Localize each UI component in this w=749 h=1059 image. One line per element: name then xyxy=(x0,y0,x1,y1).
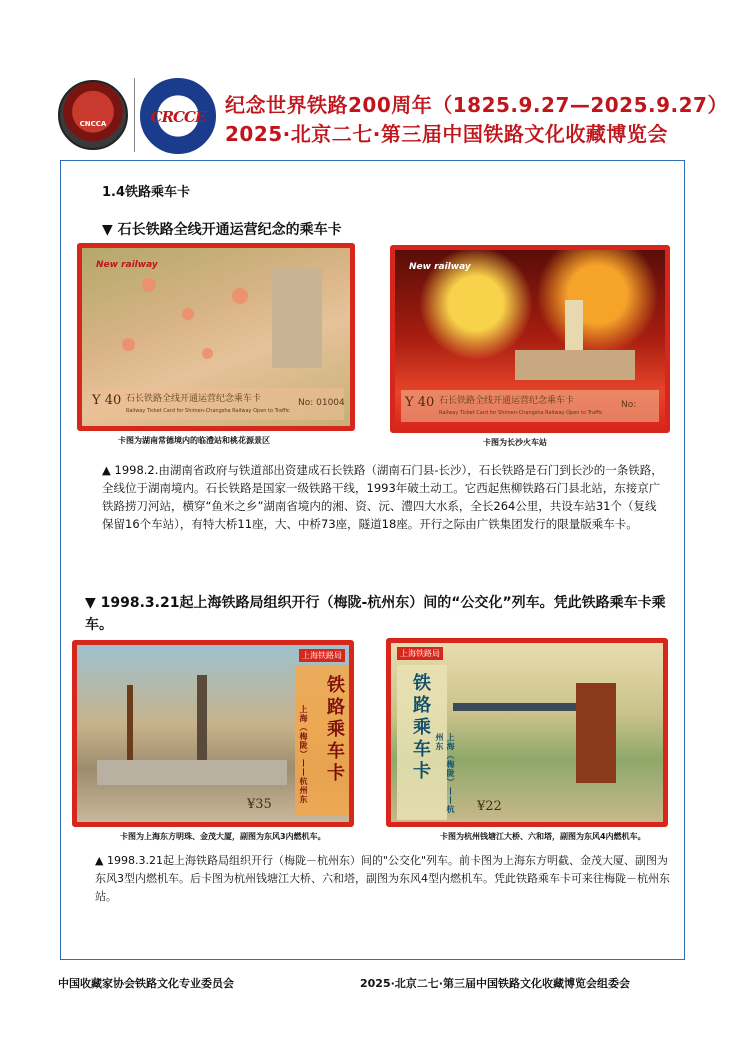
header xyxy=(0,0,749,155)
ticket-card-changsha-station xyxy=(390,245,670,433)
card-vertical-title: 铁路乘车卡 xyxy=(324,675,345,785)
card-banner: 上海铁路局 xyxy=(299,649,345,662)
pagoda-icon xyxy=(576,683,616,783)
card-banner: 上海铁路局 xyxy=(397,647,443,660)
blossom-icon xyxy=(182,308,194,320)
card-brand: New railway xyxy=(409,262,471,272)
card-price: Y 40 xyxy=(405,395,435,410)
subtitle-shanghai: ▼ 1998.3.21起上海铁路局组织开行（梅陇-杭州东）间的“公交化”列车。凭此铁路乘车卡乘车。 xyxy=(85,595,666,633)
blossom-icon xyxy=(232,288,248,304)
card-number: No: 01004 xyxy=(298,398,345,408)
logo-divider xyxy=(134,78,135,152)
card-title: 石长铁路全线开通运营纪念乘车卡 xyxy=(439,396,575,406)
paragraph-shanghai: ▲ 1998.3.21起上海铁路局组织开行（梅陇－杭州东）间的"公交化"列车。前卡图为上海东方明截、金茂大厦、副图为东风3型内燃机车。后卡图为杭州钱塘江大桥、六和塔，副图为东风4型内燃机车。凭此铁路乘车卡可来往梅陇－杭州东站。 xyxy=(95,854,670,903)
jinmao-tower-icon xyxy=(197,675,207,765)
card-brand: New railway xyxy=(96,260,158,270)
image-caption-a: 卡图为湖南常德境内的临澧站和桃花源景区 xyxy=(118,436,270,445)
blossom-icon xyxy=(202,348,213,359)
image-caption-b: 卡图为长沙火车站 xyxy=(483,438,547,447)
card-caption-en: Railway Ticket Card for Shimen-Changsha Railway Open to Traffic xyxy=(439,410,603,416)
card-price: ¥22 xyxy=(477,799,502,814)
ticket-card-hangzhou-bridge xyxy=(386,638,668,827)
logo-right-text: CRCCE xyxy=(150,108,206,126)
card-price: ¥35 xyxy=(247,797,272,812)
card-vertical-title: 铁路乘车卡 xyxy=(410,673,431,783)
pearl-tower-icon xyxy=(127,685,133,765)
subtitle-shichang: ▼ 石长铁路全线开通运营纪念的乘车卡 xyxy=(102,222,342,238)
blossom-icon xyxy=(122,338,135,351)
image-caption-c: 卡图为上海东方明珠、金茂大厦，副图为东风3内燃机车。 xyxy=(120,832,326,841)
card-price: Y 40 xyxy=(92,393,122,408)
card-route: 上海（梅陇）——杭州东 xyxy=(435,733,456,814)
header-title-line1: 纪念世界铁路200周年（1825.9.27—2025.9.27） xyxy=(225,93,728,117)
station-building-icon xyxy=(515,350,635,380)
pavilion-icon xyxy=(272,268,322,368)
card-number: No: xyxy=(621,400,637,410)
card-route: 上海（梅陇）——杭州东 xyxy=(299,705,309,804)
ticket-card-shichang-blossom xyxy=(77,243,355,431)
railway-collectors-emblem-icon xyxy=(58,80,128,150)
bridge-icon xyxy=(453,703,583,711)
locomotive-icon xyxy=(97,760,287,785)
blossom-icon xyxy=(142,278,156,292)
ticket-card-shanghai-skyline xyxy=(72,640,354,827)
card-title: 石长铁路全线开通运营纪念乘车卡 xyxy=(126,394,262,404)
image-caption-d: 卡图为杭州钱塘江大桥、六和塔，副图为东风4内燃机车。 xyxy=(440,832,646,841)
footer-left: 中国收藏家协会铁路文化专业委员会 xyxy=(58,977,234,990)
paragraph-shichang: ▲ 1998.2.由湖南省政府与铁道部出资建成石长铁路（湖南石门县-长沙），石长铁路是石门到长沙的一条铁路，全线位于湖南境内。石长铁路是国家一级铁路干线，1993年破土动工。它西起焦柳铁路石门县北站，东接京广铁路捞刀河站，横穿“鱼米之乡”湖南省境内的湘、资、沅、澧四大水系，全长264公里，共设车站31个（复线保留16个车站），有特大桥11座，大、中桥73座，隧道18座。开行之际由广铁集团发行的限量版乘车卡。 xyxy=(102,463,663,531)
section-title: 1.4铁路乘车卡 xyxy=(102,185,191,200)
card-caption-en: Railway Ticket Card for Shimen-Changsha Railway Open to Traffic xyxy=(126,408,290,414)
footer-right: 2025·北京二七·第三届中国铁路文化收藏博览会组委会 xyxy=(360,977,630,990)
logo-left-text: CNCCA xyxy=(79,120,107,128)
crcce-emblem-icon xyxy=(140,78,216,154)
header-title-line2: 2025·北京二七·第三届中国铁路文化收藏博览会 xyxy=(225,122,668,146)
